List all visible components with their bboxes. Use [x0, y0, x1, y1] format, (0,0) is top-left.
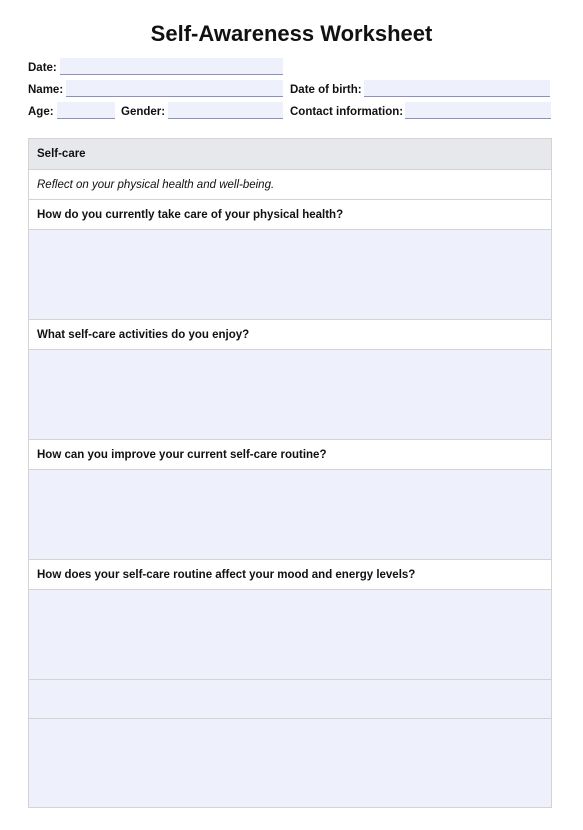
page-title: Self-Awareness Worksheet [150, 21, 433, 46]
question-row [29, 200, 551, 230]
question-row [29, 440, 551, 470]
answer-box[interactable] [29, 470, 551, 560]
name-field[interactable] [66, 80, 283, 97]
self-care-table [28, 138, 552, 808]
question-row [29, 560, 551, 590]
gender-field[interactable] [168, 102, 283, 119]
age-field[interactable] [57, 102, 115, 119]
answer-box[interactable] [29, 680, 551, 719]
gender-label: Gender: [121, 106, 166, 118]
date-field[interactable] [60, 58, 283, 75]
info-row-age [28, 102, 553, 122]
question-text: How does your self-care routine affect your mood and energy levels? [37, 569, 416, 581]
section-instruction-text: Reflect on your physical health and well-being. [37, 179, 275, 191]
dob-label: Date of birth: [290, 84, 362, 96]
question-text: What self-care activities do you enjoy? [37, 329, 250, 341]
answer-box[interactable] [29, 719, 551, 807]
contact-label: Contact information: [290, 106, 404, 118]
date-label: Date: [28, 62, 57, 74]
answer-box[interactable] [29, 590, 551, 680]
answer-box[interactable] [29, 350, 551, 440]
section-heading [29, 139, 551, 170]
section-heading-text: Self-care [37, 148, 86, 160]
info-row-date [28, 58, 553, 78]
question-text: How do you currently take care of your physical health? [37, 209, 344, 221]
question-text: How can you improve your current self-care routine? [37, 449, 327, 461]
question-row [29, 320, 551, 350]
answer-box[interactable] [29, 230, 551, 320]
info-row-name [28, 80, 553, 100]
contact-field[interactable] [405, 102, 551, 119]
name-label: Name: [28, 84, 64, 96]
section-instruction [29, 170, 551, 200]
age-label: Age: [28, 106, 54, 118]
dob-field[interactable] [364, 80, 550, 97]
